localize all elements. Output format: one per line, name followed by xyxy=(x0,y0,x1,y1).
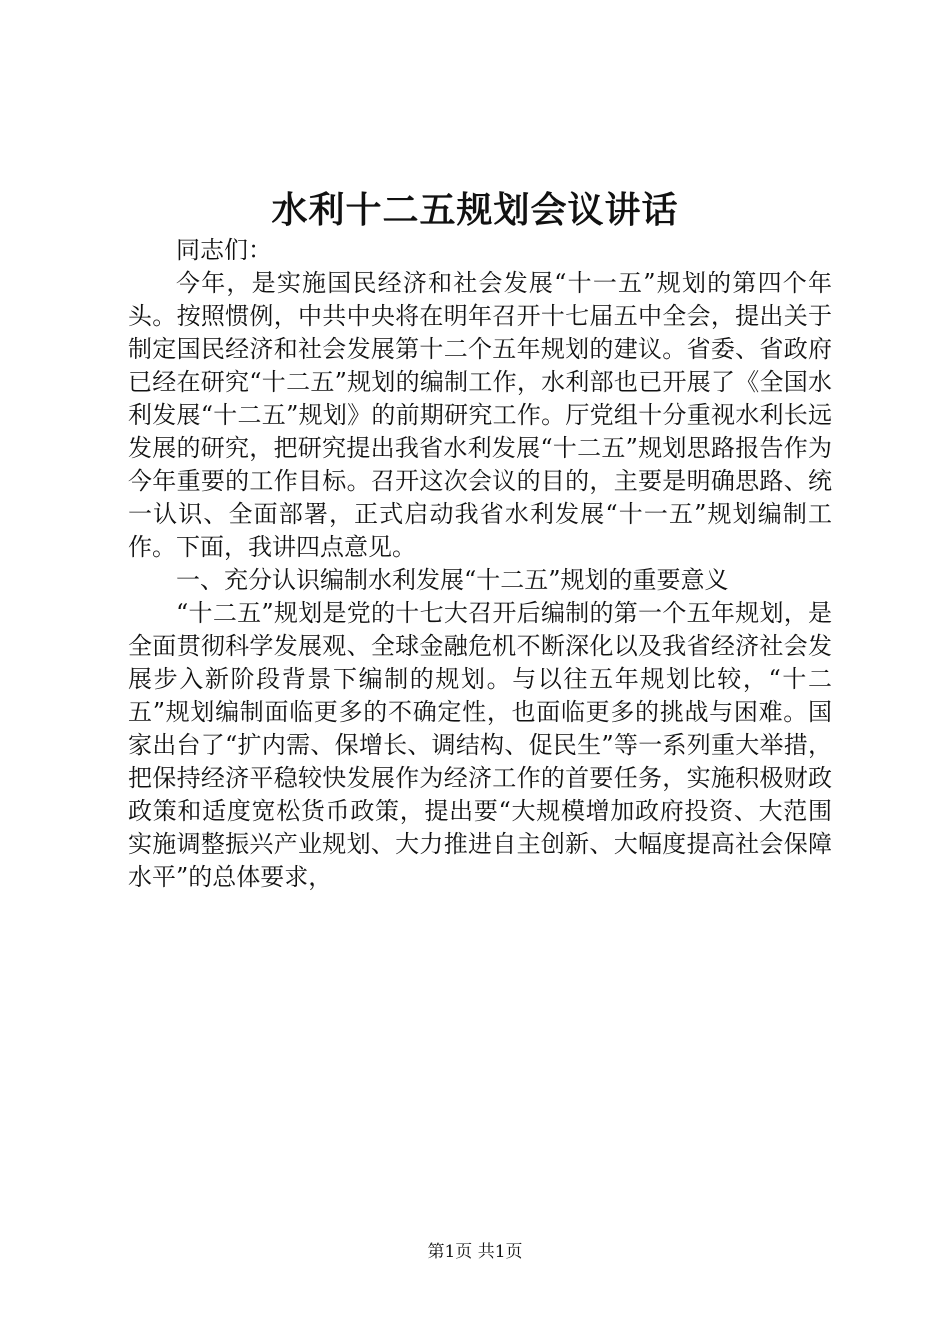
body-paragraph: “十二五”规划是党的十七大召开后编制的第一个五年规划，是全面贯彻科学发展观、全球金融危机不断深化以及我省经济社会发展步入新阶段背景下编制的规划。与以往五年规划比较，“十二五”规划编制面临更多的不确定性，也面临更多的挑战与困难。国家出台了“扩内需、保增长、调结构、促民生”等一系列重大举措，把保持经济平稳较快发展作为经济工作的首要任务，实施积极财政政策和适度宽松货币政策，提出要“大规模增加政府投资、大范围实施调整振兴产业规划、大力推进自主创新、大幅度提高社会保障水平”的总体要求， xyxy=(128,599,832,891)
section-heading: 一、充分认识编制水利发展“十二五”规划的重要意义 xyxy=(176,566,729,594)
page-number-footer: 第1页 共1页 xyxy=(427,1242,523,1262)
body-paragraph: 今年，是实施国民经济和社会发展“十一五”规划的第四个年头。按照惯例，中共中央将在明年召开十七届五中全会，提出关于制定国民经济和社会发展第十二个五年规划的建议。省委、省政府已经在研究“十二五”规划的编制工作，水利部也已开展了《全国水利发展“十二五”规划》的前期研究工作。厅党组十分重视水利长远发展的研究，把研究提出我省水利发展“十二五”规划思路报告作为今年重要的工作目标。召开这次会议的目的，主要是明确思路、统一认识、全面部署，正式启动我省水利发展“十一五”规划编制工作。下面，我讲四点意见。 xyxy=(128,269,832,561)
document-title: 水利十二五规划会议讲话 xyxy=(271,189,679,231)
document-body xyxy=(128,234,832,894)
salutation-paragraph: 同志们： xyxy=(176,236,272,264)
